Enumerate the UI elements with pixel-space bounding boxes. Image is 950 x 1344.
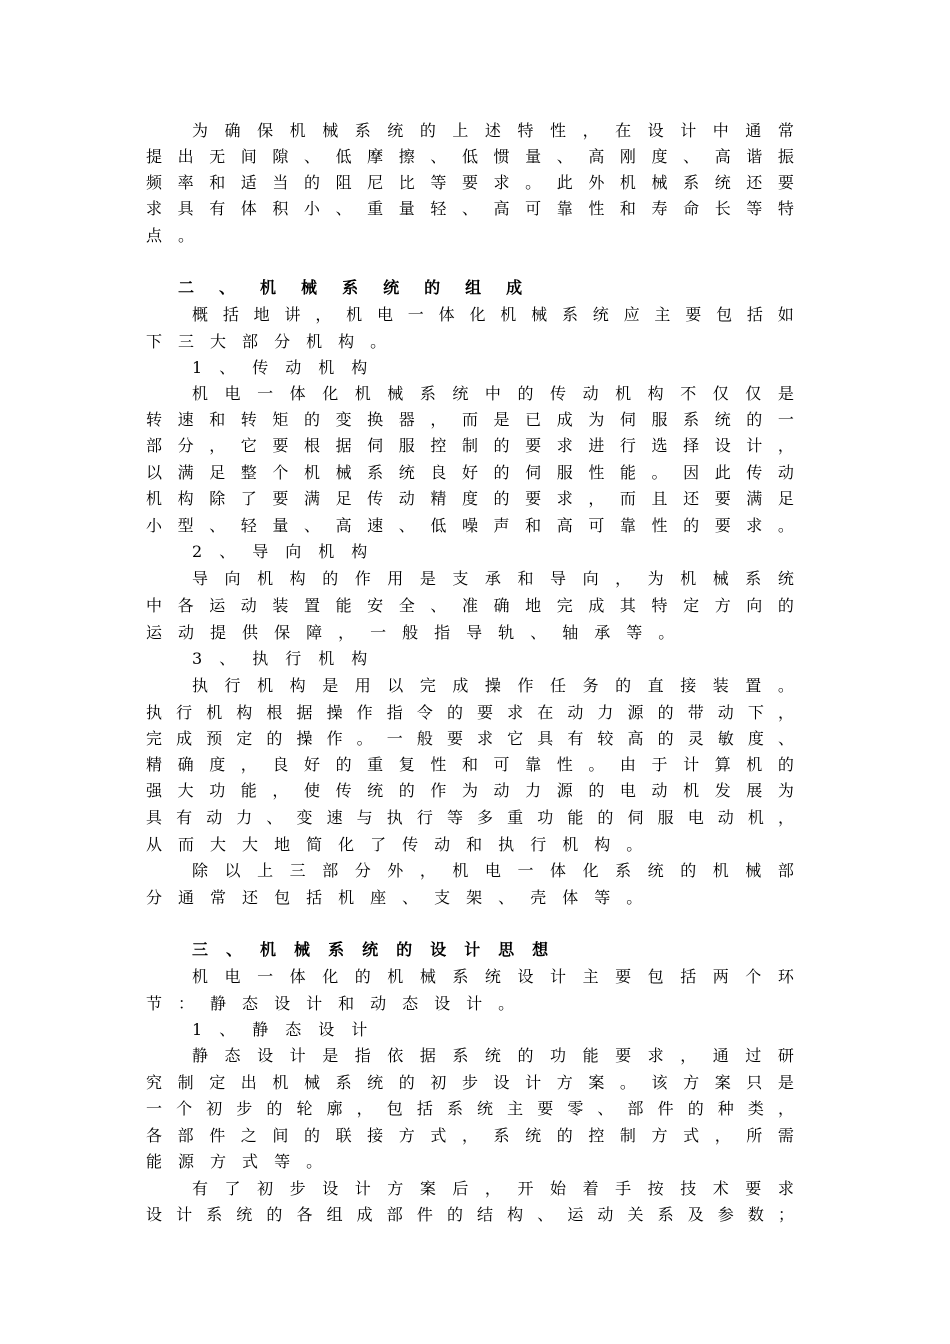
text-line: 节 ： 静 态 设 计 和 动 态 设 计 。 [146,994,515,1013]
section-heading: 三 、 机 械 系 统 的 设 计 思 想 [192,940,549,959]
text-line: 点 。 [146,226,195,245]
section-heading: 二 、 机 械 系 统 的 组 成 [178,278,523,297]
subsection-heading: 1 、 静 态 设 计 [192,1020,368,1039]
text-line: 强 大 功 能 ， 使 传 统 的 作 为 动 力 源 的 电 动 机 发 展 为 [146,781,794,800]
text-line: 机 构 除 了 要 满 足 传 动 精 度 的 要 求 ， 而 且 还 要 满 足 [146,489,794,508]
text-line: 具 有 动 力 、 变 速 与 执 行 等 多 重 功 能 的 伺 服 电 动 机 ， [146,808,794,827]
text-line: 究 制 定 出 机 械 系 统 的 初 步 设 计 方 案 。 该 方 案 只 是 [146,1073,794,1092]
text-line: 求 具 有 体 积 小 、 重 量 轻 、 高 可 靠 性 和 寿 命 长 等 特 [146,199,794,218]
text-line: 一 个 初 步 的 轮 廓 ， 包 括 系 统 主 要 零 、 部 件 的 种 类 ， [146,1099,794,1118]
text-line: 转 速 和 转 矩 的 变 换 器 ， 而 是 已 成 为 伺 服 系 统 的 一 [146,410,794,429]
subsection-heading: 3 、 执 行 机 构 [192,649,368,668]
subsection-heading: 2 、 导 向 机 构 [192,542,368,561]
text-line: 中 各 运 动 装 置 能 安 全 、 准 确 地 完 成 其 特 定 方 向 的 [146,596,794,615]
text-line: 频 率 和 适 当 的 阻 尼 比 等 要 求 。 此 外 机 械 系 统 还 要 [146,173,794,192]
text-line: 静 态 设 计 是 指 依 据 系 统 的 功 能 要 求 ， 通 过 研 [192,1046,794,1065]
text-line: 执 行 机 构 是 用 以 完 成 操 作 任 务 的 直 接 装 置 。 [192,676,794,695]
text-line: 小 型 、 轻 量 、 高 速 、 低 噪 声 和 高 可 靠 性 的 要 求 。 [146,516,794,535]
text-line: 导 向 机 构 的 作 用 是 支 承 和 导 向 ， 为 机 械 系 统 [192,569,794,588]
text-line: 从 而 大 大 地 简 化 了 传 动 和 执 行 机 构 。 [146,835,643,854]
text-line: 设 计 系 统 的 各 组 成 部 件 的 结 构 、 运 动 关 系 及 参 数 ； [146,1205,794,1224]
text-line: 有 了 初 步 设 计 方 案 后 ， 开 始 着 手 按 技 术 要 求 [192,1179,794,1198]
text-line: 运 动 提 供 保 障 ， 一 般 指 导 轨 、 轴 承 等 。 [146,623,675,642]
text-line: 除 以 上 三 部 分 外 ， 机 电 一 体 化 系 统 的 机 械 部 [192,861,794,880]
text-line: 完 成 预 定 的 操 作 。 一 般 要 求 它 具 有 较 高 的 灵 敏 度 、 [146,729,794,748]
text-line: 下 三 大 部 分 机 构 。 [146,332,387,351]
text-line: 执 行 机 构 根 据 操 作 指 令 的 要 求 在 动 力 源 的 带 动 下 ， [146,703,794,722]
text-line: 各 部 件 之 间 的 联 接 方 式 ， 系 统 的 控 制 方 式 ， 所 需 [146,1126,794,1145]
text-line: 部 分 ， 它 要 根 据 伺 服 控 制 的 要 求 进 行 选 择 设 计 ， [146,436,794,455]
text-line: 机 电 一 体 化 机 械 系 统 中 的 传 动 机 构 不 仅 仅 是 [192,384,794,403]
text-line: 精 确 度 ， 良 好 的 重 复 性 和 可 靠 性 。 由 于 计 算 机 的 [146,755,794,774]
text-line: 以 满 足 整 个 机 械 系 统 良 好 的 伺 服 性 能 。 因 此 传 动 [146,463,794,482]
text-line: 概 括 地 讲 ， 机 电 一 体 化 机 械 系 统 应 主 要 包 括 如 [192,305,794,324]
text-line: 能 源 方 式 等 。 [146,1152,323,1171]
text-line: 提 出 无 间 隙 、 低 摩 擦 、 低 惯 量 、 高 刚 度 、 高 谐 振 [146,147,794,166]
text-line: 机 电 一 体 化 的 机 械 系 统 设 计 主 要 包 括 两 个 环 [192,967,794,986]
subsection-heading: 1 、 传 动 机 构 [192,358,368,377]
text-line: 为 确 保 机 械 系 统 的 上 述 特 性 ， 在 设 计 中 通 常 [192,121,794,140]
text-line: 分 通 常 还 包 括 机 座 、 支 架 、 壳 体 等 。 [146,888,643,907]
